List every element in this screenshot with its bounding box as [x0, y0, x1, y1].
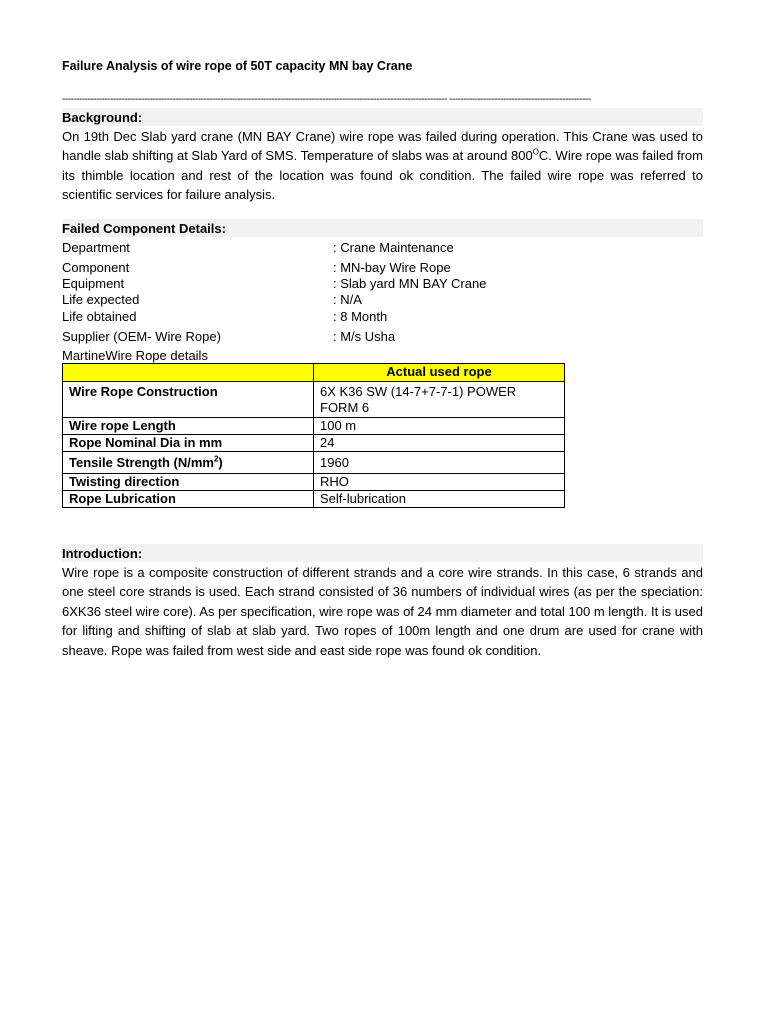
table-value-length: 100 m: [314, 418, 565, 435]
tensile-key-text: Tensile Strength (N/mm: [69, 454, 214, 470]
detail-value-life-obtained: : 8 Month: [333, 309, 388, 324]
table-row: [63, 418, 565, 435]
detail-value-component: : MN-bay Wire Rope: [333, 260, 451, 275]
detail-label-equipment: Equipment: [62, 276, 125, 291]
document-title: Failure Analysis of wire rope of 50T capacity MN bay Crane: [62, 59, 413, 73]
table-value-lubrication: Self-lubrication: [314, 491, 565, 508]
detail-label-life-obtained: Life obtained: [62, 309, 137, 324]
background-text-part2: C. Wire rope was failed from its thimble location and rest of the location was found ok condition. The failed wire rope was referred to scientific services for failure analysis.: [62, 148, 703, 203]
table-row: [63, 452, 565, 474]
table-row: [63, 382, 565, 418]
dashed-separator: ---------------------------------------------------------------------------------------------------------------------------------------- --------------------------------------------------: [62, 95, 591, 104]
table-key-nominal-dia: Rope Nominal Dia in mm: [63, 435, 314, 452]
detail-value-department: : Crane Maintenance: [333, 240, 454, 255]
table-row: [63, 491, 565, 508]
component-details-heading: Failed Component Details:: [62, 221, 226, 236]
table-value-construction: 6X K36 SW (14-7+7-7-1) POWER FORM 6: [314, 382, 565, 418]
table-header-blank-cell: [63, 364, 314, 382]
background-heading-shade: [62, 108, 703, 126]
detail-label-component: Component: [62, 260, 130, 275]
detail-value-life-expected: : N/A: [333, 292, 362, 307]
table-header-row: [63, 364, 565, 382]
squared-superscript: 2: [213, 454, 219, 464]
table-value-twisting-direction: RHO: [314, 474, 565, 491]
table-value-nominal-dia: 24: [314, 435, 565, 452]
introduction-heading-shade: [62, 544, 703, 562]
table-value-tensile-strength: 1960: [314, 452, 565, 474]
table-header-actual-used-rope: Actual used rope: [314, 364, 565, 382]
table-key-twisting-direction: Twisting direction: [63, 474, 314, 491]
detail-label-department: Department: [62, 240, 130, 255]
background-paragraph: [62, 127, 703, 205]
table-key-lubrication: Rope Lubrication: [63, 491, 314, 508]
background-heading: Background:: [62, 110, 143, 125]
detail-label-supplier: Supplier (OEM- Wire Rope): [62, 329, 221, 344]
table-key-tensile-strength: [63, 452, 314, 474]
detail-value-equipment: : Slab yard MN BAY Crane: [333, 276, 487, 291]
introduction-paragraph: Wire rope is a composite construction of different strands and a core wire strands. In this case, 6 strands and one steel core strands is used. Each strand consisted of 36 numbers of individual wires (as per the speciation: 6XK36 steel wire core). As per specification, wire rope was of 24 mm diameter and total 100 m length. It is used for lifting and shifting of slab at slab yard. Two ropes of 100m length and one drum are used for crane with sheave. Rope was failed from west side and east side rope was found ok condition.: [62, 565, 703, 658]
table-row: [63, 474, 565, 491]
background-text-part1: On 19th Dec Slab yard crane (MN BAY Crane) wire rope was failed during operation. This Crane was used to handle slab shifting at Slab Yard of SMS. Temperature of slabs was at around 800: [62, 129, 703, 164]
rope-details-table: [62, 363, 565, 508]
tensile-key-close: ): [218, 454, 223, 470]
detail-label-life-expected: Life expected: [62, 292, 140, 307]
table-key-length: Wire rope Length: [63, 418, 314, 435]
table-key-construction: Wire Rope Construction: [63, 382, 314, 418]
detail-value-supplier: : M/s Usha: [333, 329, 396, 344]
table-row: [63, 435, 565, 452]
rope-details-label: MartineWire Rope details: [62, 348, 208, 363]
introduction-heading: Introduction:: [62, 546, 143, 561]
degree-superscript: O: [532, 148, 539, 158]
